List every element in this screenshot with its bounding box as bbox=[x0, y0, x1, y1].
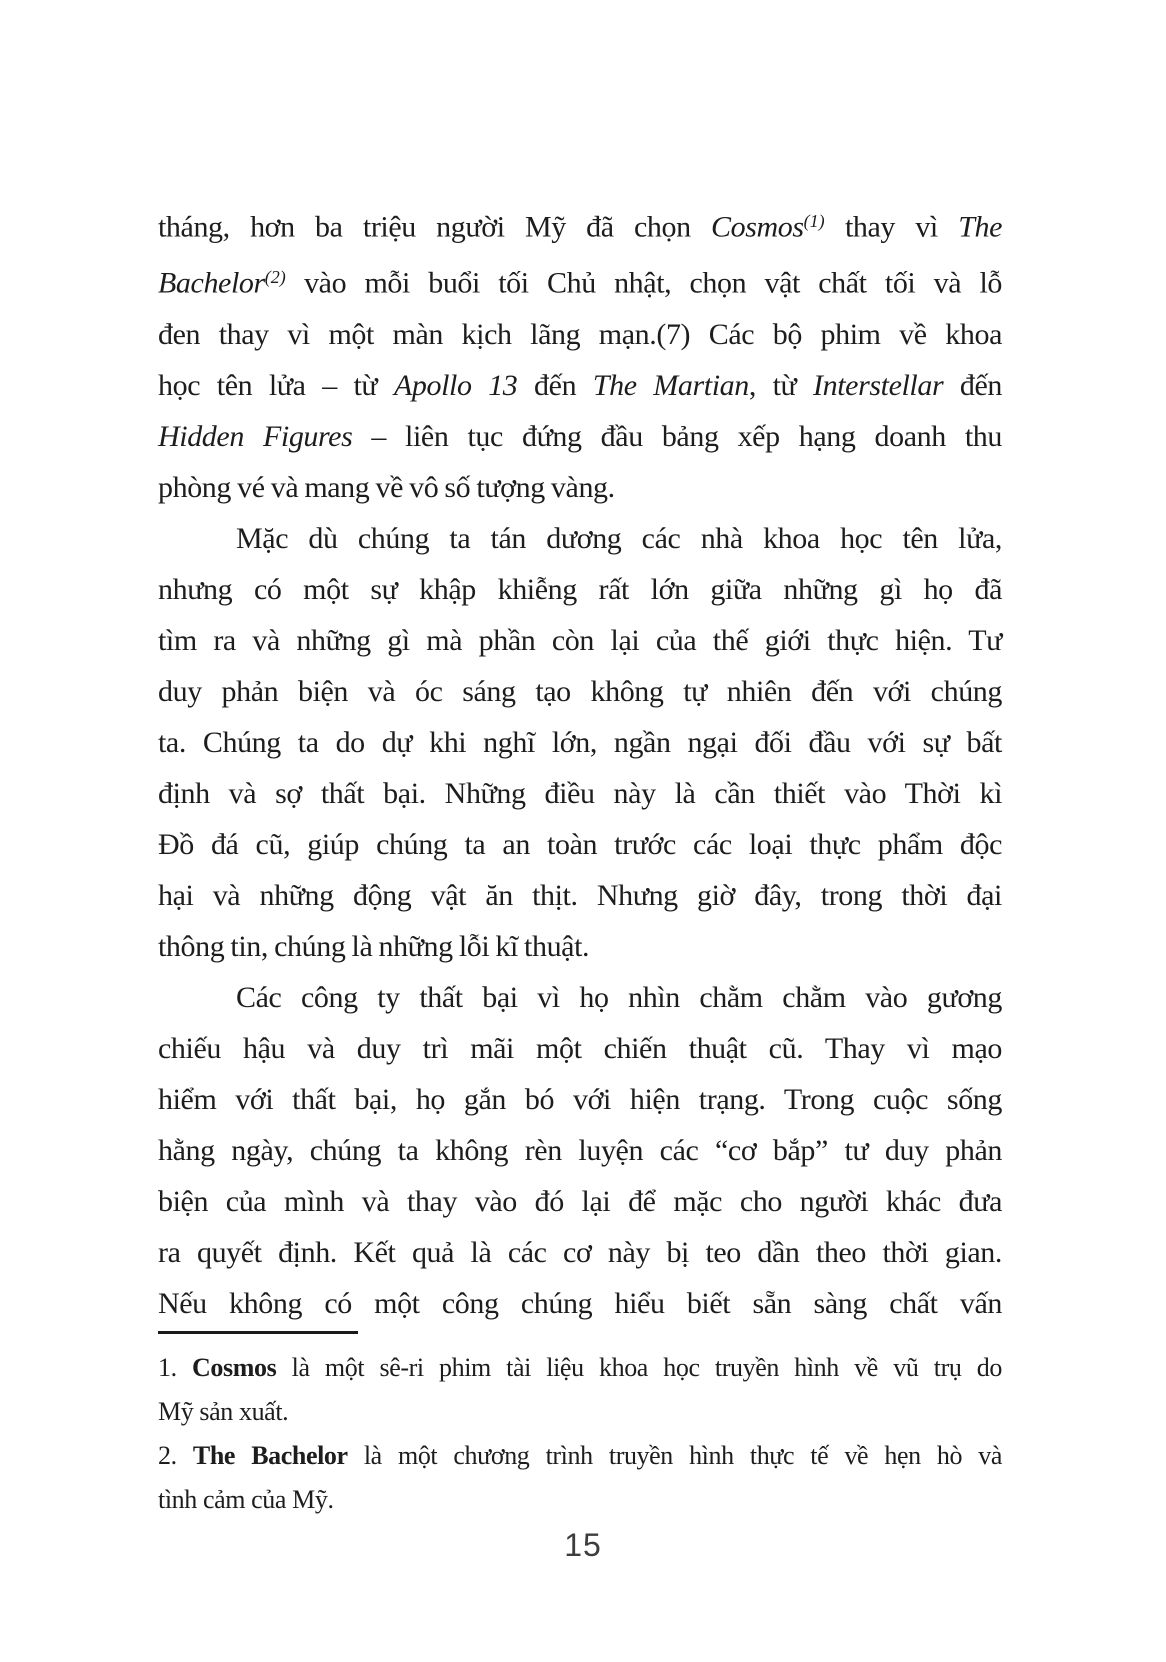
body-line: tìm ra và những gì mà phần còn lại của thế giới thực hiện. Tư bbox=[158, 623, 1002, 657]
footnote-separator bbox=[158, 1331, 358, 1334]
body-line: Bachelor$^{(2)}$ vào mỗi buổi tối Chủ nhật, chọn vật chất tối và lỗ bbox=[158, 266, 1002, 300]
body-line: hại và những động vật ăn thịt. Nhưng giờ đây, trong thời đại bbox=[158, 878, 1002, 912]
page-number: 15 bbox=[564, 1527, 602, 1563]
body-line: ra quyết định. Kết quả là các cơ này bị teo dần theo thời gian. bbox=[158, 1235, 1002, 1269]
body-line: tháng, hơn ba triệu người Mỹ đã chọn Cosmos$^{(1)}$ thay vì The bbox=[158, 210, 1002, 244]
footnote-line: Mỹ sản xuất. bbox=[158, 1397, 289, 1426]
body-line: Hidden Figures – liên tục đứng đầu bảng xếp hạng doanh thu bbox=[158, 419, 1002, 453]
body-line: Các công ty thất bại vì họ nhìn chằm chằm vào gương bbox=[236, 980, 1002, 1014]
footnote-line: 2. The Bachelor là một chương trình truyền hình thực tế về hẹn hò và bbox=[158, 1441, 1003, 1470]
body-text bbox=[158, 196, 1002, 1329]
body-line: biện của mình và thay vào đó lại để mặc cho người khác đưa bbox=[158, 1184, 1002, 1218]
body-line: định và sợ thất bại. Những điều này là cần thiết vào Thời kì bbox=[158, 776, 1002, 810]
body-line: duy phản biện và óc sáng tạo không tự nhiên đến với chúng bbox=[158, 674, 1002, 708]
body-line: chiếu hậu và duy trì mãi một chiến thuật cũ. Thay vì mạo bbox=[158, 1031, 1002, 1065]
footnote-line: tình cảm của Mỹ. bbox=[158, 1485, 334, 1514]
body-line: học tên lửa – từ Apollo 13 đến The Martian, từ Interstellar đến bbox=[158, 368, 1003, 402]
body-line: hằng ngày, chúng ta không rèn luyện các “cơ bắp” tư duy phản bbox=[158, 1133, 1002, 1167]
body-line: hiểm với thất bại, họ gắn bó với hiện trạng. Trong cuộc sống bbox=[158, 1082, 1002, 1116]
footnote-line: 1. Cosmos là một sê-ri phim tài liệu khoa học truyền hình về vũ trụ do bbox=[158, 1353, 1002, 1382]
body-line: nhưng có một sự khập khiễng rất lớn giữa những gì họ đã bbox=[158, 572, 1002, 606]
footnotes bbox=[158, 1346, 1002, 1522]
body-line: Mặc dù chúng ta tán dương các nhà khoa học tên lửa, bbox=[236, 521, 1002, 555]
body-line: phòng vé và mang về vô số tượng vàng. bbox=[158, 470, 615, 504]
body-line: thông tin, chúng là những lỗi kĩ thuật. bbox=[158, 929, 590, 963]
body-line: đen thay vì một màn kịch lãng mạn.(7) Các bộ phim về khoa bbox=[158, 317, 1002, 351]
body-line: Đồ đá cũ, giúp chúng ta an toàn trước các loại thực phẩm độc bbox=[158, 827, 1002, 861]
body-line: ta. Chúng ta do dự khi nghĩ lớn, ngần ngại đối đầu với sự bất bbox=[158, 725, 1002, 759]
body-line: Nếu không có một công chúng hiểu biết sẵn sàng chất vấn bbox=[158, 1286, 1002, 1320]
